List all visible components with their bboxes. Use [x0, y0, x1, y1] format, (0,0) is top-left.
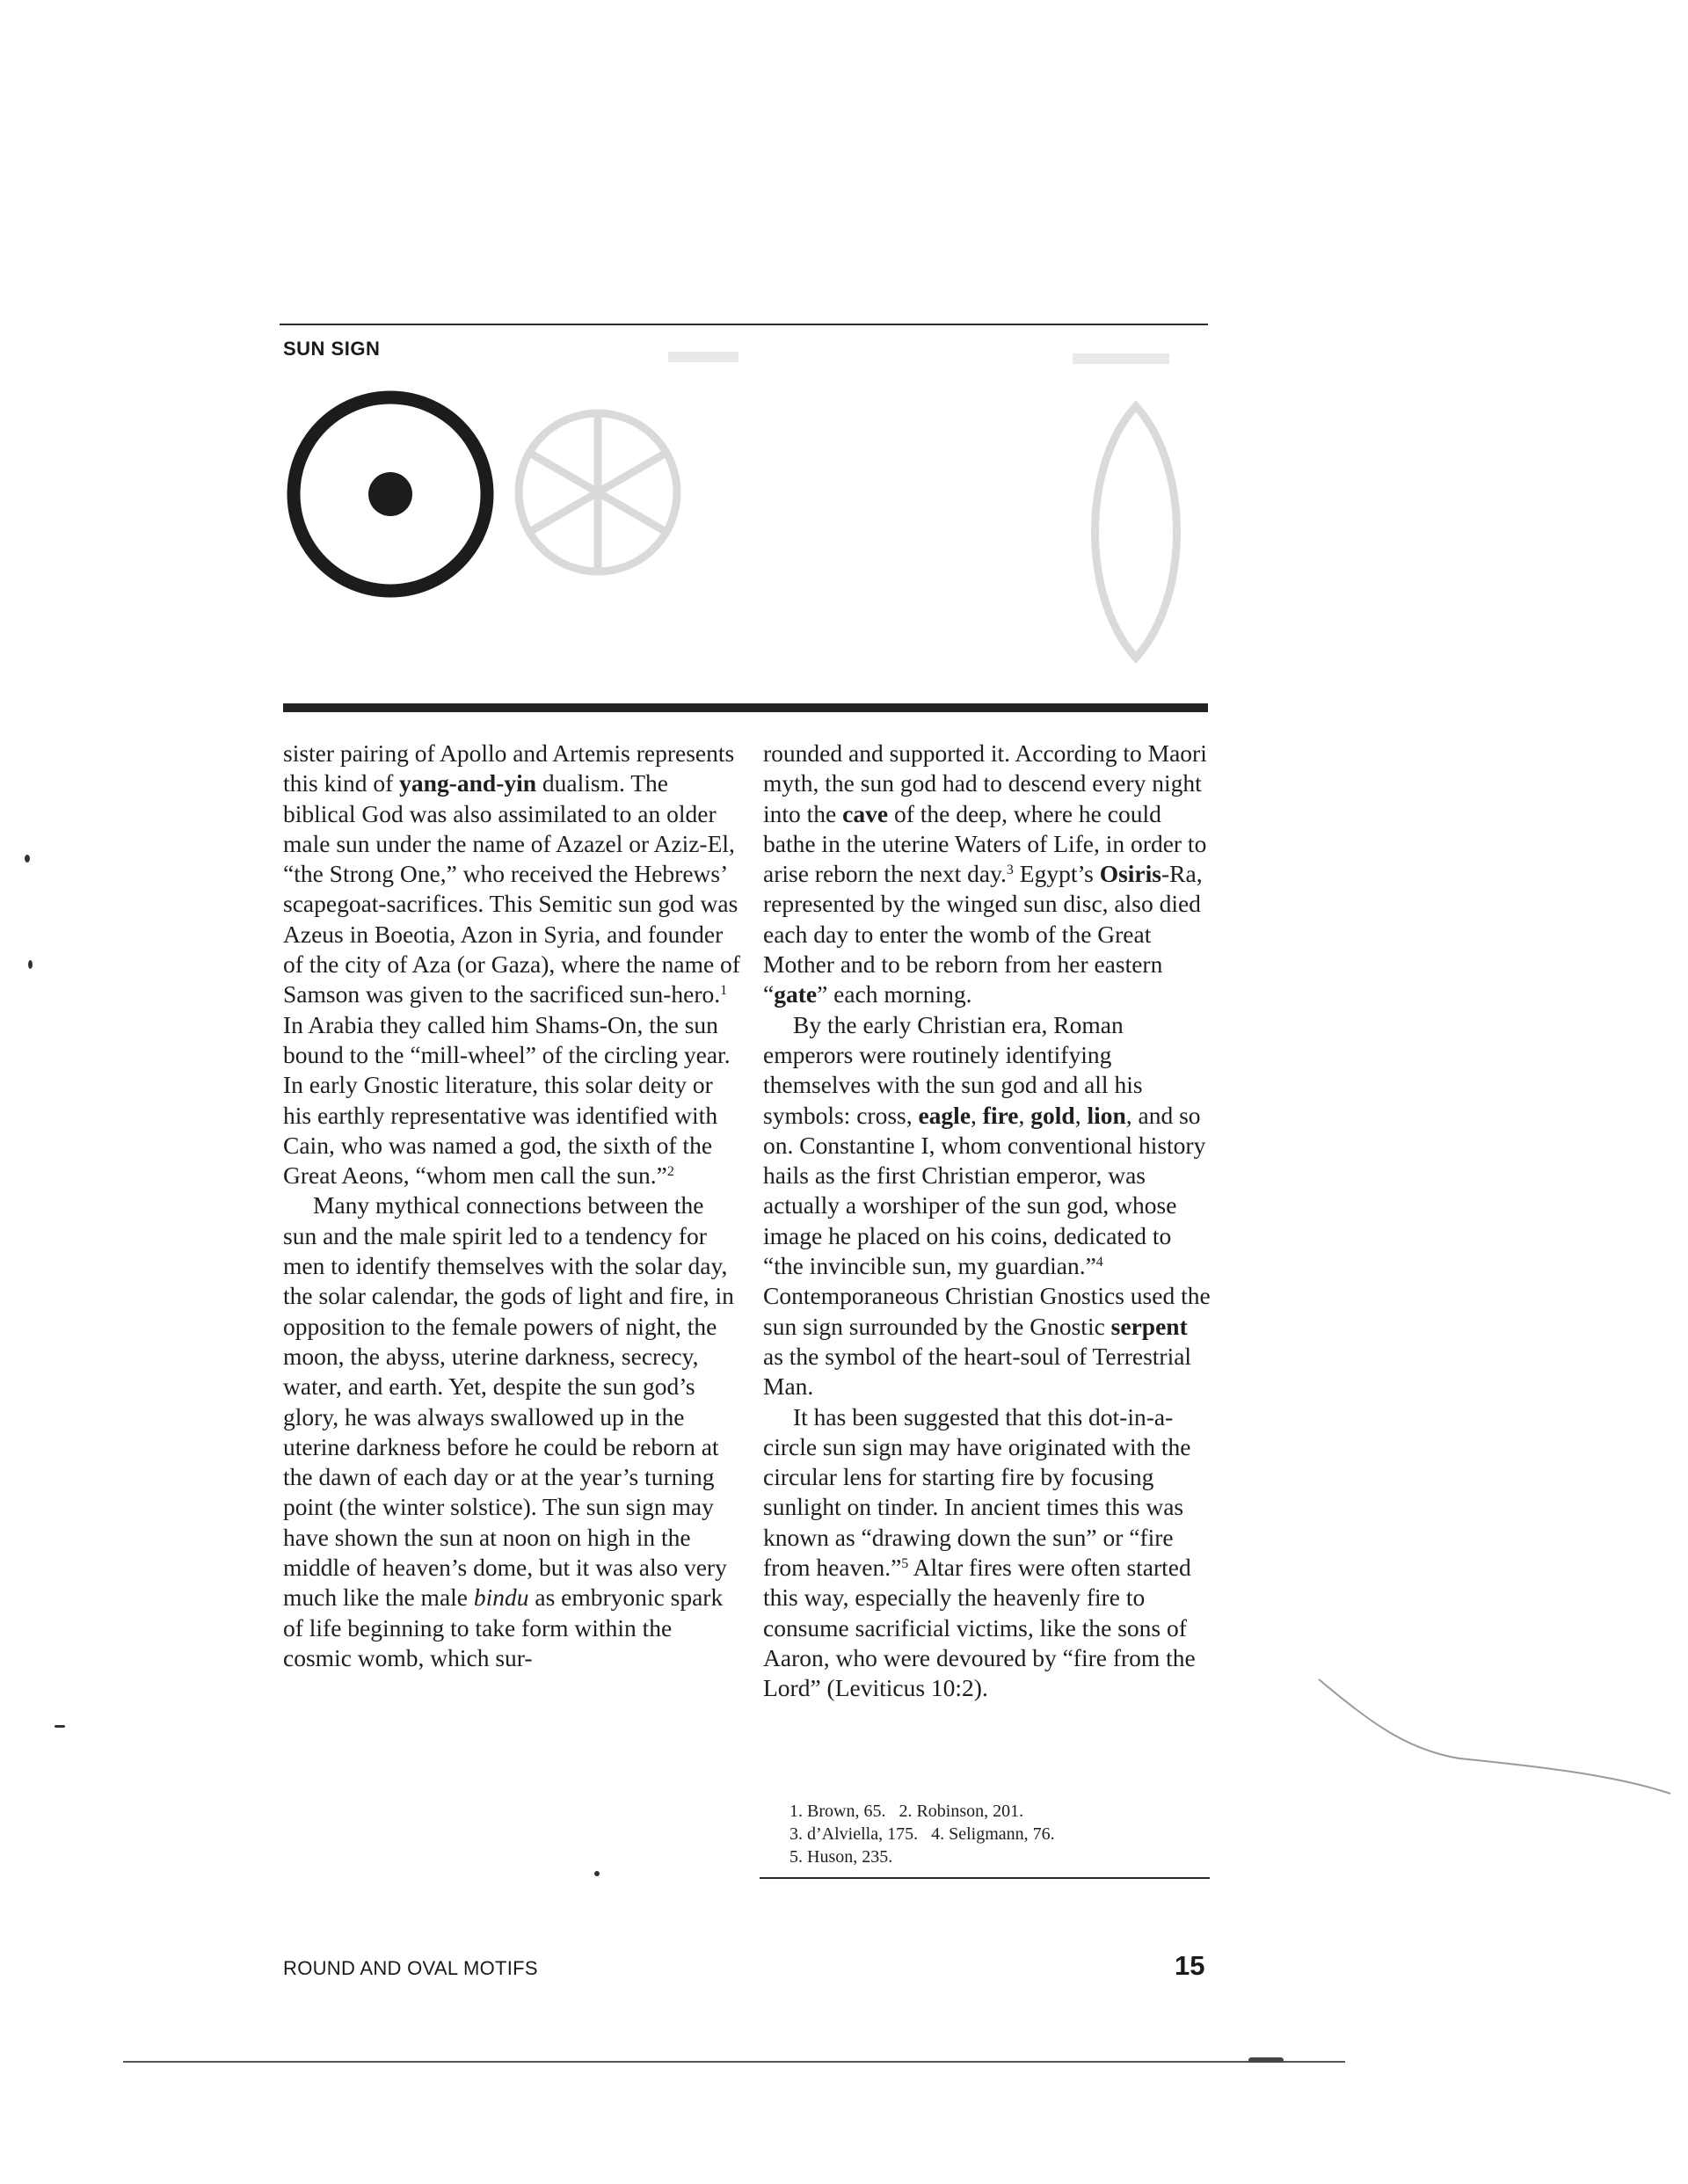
text-run: ” each morning.: [817, 980, 972, 1008]
text-run: ,: [971, 1101, 983, 1129]
footnote-line: 3. d’Alviella, 175. 4. Seligmann, 76.: [789, 1824, 1055, 1844]
footer-section-title: ROUND AND OVAL MOTIFS: [283, 1957, 538, 1979]
text-run: , and so on. Constantine I, whom conventional history hails as the first Christian emperor, was actually a worshiper of the sun god, whose image he placed on his coins, dedicated to “the invincible sun, my guardian.”: [763, 1101, 1206, 1280]
text-run: Many mythical connections between the sun and the male spirit led to a tendency for men to identify themselves with the solar day, the solar calendar, the gods of light and fire, in opposition to the female powers of night, the moon, the abyss, uterine darkness, secrecy, water, and earth. Yet, despite the sun god’s glory, he was always swallowed up in the uterine darkness before he could be reborn at the dawn of each day or at the year’s turning point (the winter solstice). The sun sign may have shown the sun at noon on high in the middle of heaven’s dome, but it was also very much like the male: [283, 1191, 734, 1612]
text-run: Altar fires were often started this way, especially the heavenly fire to consume sacrificial victims, like the sons of Aaron, who were devoured by “fire from the Lord” (Leviticus 10:2).: [763, 1554, 1196, 1702]
text-run: as embryonic spark of life beginning to take form within the cosmic womb, which sur-: [283, 1583, 724, 1671]
text-run: ,: [1018, 1101, 1031, 1129]
footnote-marker: 4: [1095, 1255, 1103, 1270]
cross-reference-term: serpent: [1110, 1312, 1188, 1340]
section-title: SUN SIGN: [283, 338, 381, 360]
text-run: rounded and supported it. According to Maori myth, the sun god had to descend every night into the: [763, 739, 1207, 827]
footnote-marker: 5: [901, 1556, 909, 1572]
text-run: Egypt’s: [1013, 860, 1100, 888]
page-number: 15: [1175, 1950, 1205, 1981]
text-run: dualism. The biblical God was also assimilated to an older male sun under the name of Azazel or Aziz-El, “the Strong One,” who received the Hebrews’ scapegoat-sacrifices. This Semitic sun god was Azeus in Boeotia, Azon in Syria, and founder of the city of Aza (or Gaza), where the name of Samson was given to the sacrificed sun-hero.: [283, 769, 740, 1008]
text-run: -Ra, represented by the winged sun disc, also died each day to enter the womb of the Great Mother and to be reborn from her eastern “: [763, 860, 1203, 1008]
text-run: of the deep, where he could bathe in the uterine Waters of Life, in order to arise reborn the next day.: [763, 799, 1207, 888]
cross-reference-term: lion: [1087, 1101, 1126, 1129]
footnote-marker: 3: [1006, 863, 1014, 878]
cross-reference-term: cave: [842, 799, 889, 827]
footnote-line: 1. Brown, 65. 2. Robinson, 201.: [789, 1802, 1024, 1821]
cross-reference-term: Osiris: [1099, 860, 1161, 888]
cross-reference-term: fire: [982, 1101, 1019, 1129]
footnote-marker: 1: [720, 983, 728, 999]
text-run: In Arabia they called him Shams-On, the sun bound to the “mill-wheel” of the circling year. In early Gnostic literature, this solar deity or his earthly representative was identified with Cain, who was named a god, the sixth of the Great Aeons, “whom men call the sun.”: [283, 1010, 731, 1190]
cross-reference-term: gate: [774, 980, 818, 1008]
text-run: By the early Christian era, Roman emperors were routinely identifying themselves with the sun god and all his symbols: cross,: [763, 1010, 1143, 1129]
text-run: It has been suggested that this dot-in-a-circle sun sign may have originated with the circular lens for starting fire by focusing sunlight on tinder. In ancient times this was known as “drawing down the sun” or “fire from heaven.”: [763, 1402, 1191, 1582]
footnote-marker: 2: [666, 1164, 674, 1180]
cross-reference-term: eagle: [918, 1101, 971, 1129]
footnote-line: 5. Huson, 235.: [789, 1847, 893, 1867]
text-run: sister pairing of Apollo and Artemis represents this kind of: [283, 739, 735, 797]
cross-reference-term: gold: [1030, 1101, 1075, 1129]
text-run: ,: [1074, 1101, 1088, 1129]
text-run: Contemporaneous Christian Gnostics used the sun sign surrounded by the Gnostic: [763, 1282, 1211, 1340]
text-run: as the symbol of the heart-soul of Terrestrial Man.: [763, 1342, 1192, 1401]
cross-reference-term: yang-and-yin: [399, 769, 537, 797]
italic-term: bindu: [473, 1583, 529, 1612]
